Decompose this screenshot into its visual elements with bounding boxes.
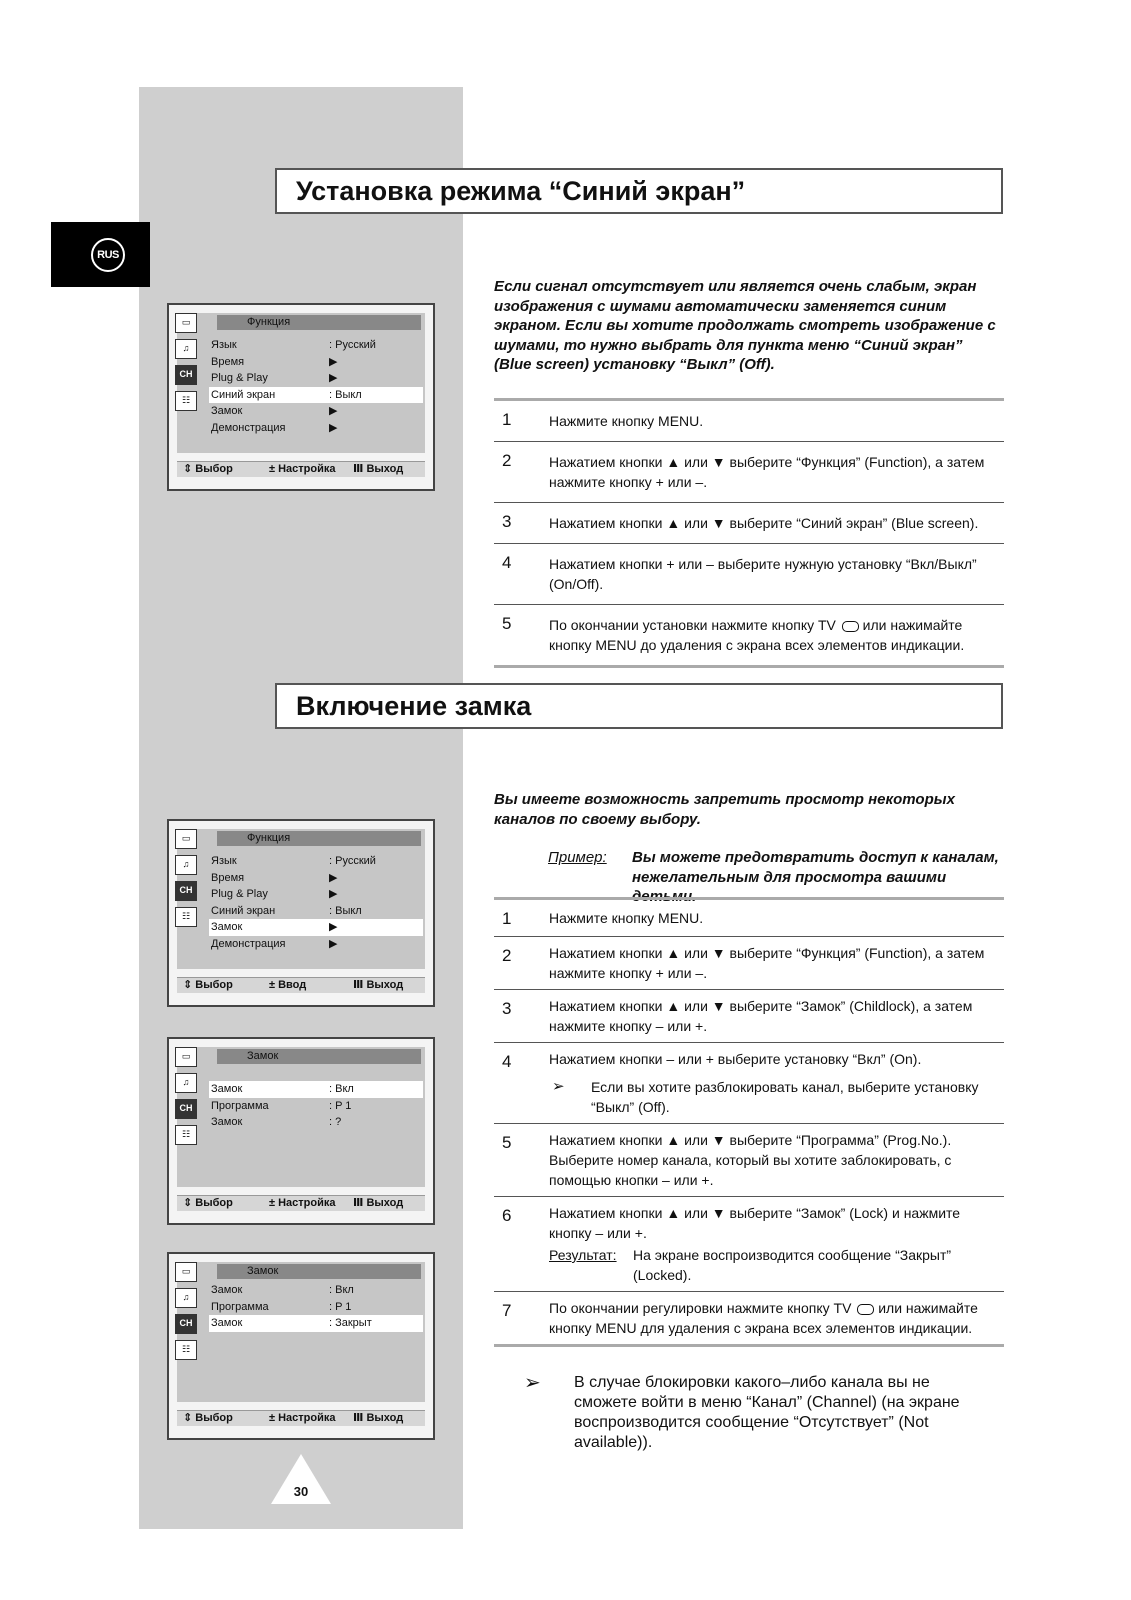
function-icon: ☷ xyxy=(175,391,197,411)
osd-row: Язык : Русский xyxy=(211,855,376,867)
step: 7 По окончании регулировки нажмите кнопку TV или нажимайте кнопку MENU для удаления с экрана всех элементов индикации. xyxy=(502,1300,978,1336)
note-arrow-icon: ➢ xyxy=(524,1372,541,1394)
section1-intro: Если сигнал отсутствует или является очень слабым, экран изображения с шумами автоматически заменяется синим экраном. Если вы хотите продолжать смотреть изображение с шумами, то нужно выбрать для пункта меню “Синий экран” (Blue screen) установку “Выкл” (Off). xyxy=(494,278,996,373)
tv-icon xyxy=(857,1304,874,1315)
note: ➢ Если вы хотите разблокировать канал, выберите установку “Выкл” (Off). xyxy=(552,1078,979,1115)
osd-row: Время ▶ xyxy=(211,871,338,884)
osd-row: Замок : Вкл xyxy=(211,1284,354,1296)
result: Результат: На экране воспроизводится сообщение “Закрыт” (Locked). xyxy=(549,1247,952,1283)
osd-row: Plug & Play ▶ xyxy=(211,888,338,900)
tv-icon: ▭ xyxy=(175,1047,197,1067)
osd-title: Замок xyxy=(217,1264,421,1279)
channel-icon: CH xyxy=(175,1099,197,1119)
rus-badge: RUS xyxy=(91,238,125,272)
music-icon: ♫ xyxy=(175,1073,197,1093)
step: 6 Нажатием кнопки ▲ или ▼ выберите “Замок” (Lock) и нажмите кнопку – или +. Результат: На экране воспроизводится сообщение “Закрыт” (Locked). xyxy=(494,1197,1004,1292)
function-icon: ☷ xyxy=(175,1125,197,1145)
tv-icon xyxy=(842,621,859,632)
music-icon: ♫ xyxy=(175,339,197,359)
final-note: ➢ В случае блокировки какого–либо канала вы не сможете войти в меню “Канал” (Channel) (на экране воспроизводится сообщение “Отсутствует” (Not available)). xyxy=(524,1372,960,1451)
osd-menu-function-1 xyxy=(167,303,435,491)
osd-bottom-bar: ⇕ Выбор ± Настройка Ⅲ Выход xyxy=(177,1195,425,1211)
osd-bottom-bar: ⇕ Выбор ± Настройка Ⅲ Выход xyxy=(177,1410,425,1426)
osd-title: Функция xyxy=(217,831,421,846)
tv-icon: ▭ xyxy=(175,829,197,849)
step: 4 Нажатием кнопки – или + выберите установку “Вкл” (On). ➢ Если вы хотите разблокировать канал, выберите установку “Выкл” (Off). xyxy=(494,1043,1004,1124)
tv-icon: ▭ xyxy=(175,313,197,333)
osd-row: Программа : P 1 xyxy=(211,1300,352,1313)
step: 1 Нажмите кнопку MENU. xyxy=(494,900,1004,937)
step: 5 По окончании установки нажмите кнопку TV или нажимайте кнопку MENU до удаления с экрана всех элементов индикации. xyxy=(502,614,965,653)
section-title-blue-screen: Установка режима “Синий экран” xyxy=(275,168,1003,214)
step: 2 Нажатием кнопки ▲ или ▼ выберите “Функция” (Function), а затем нажмите кнопку + или –. xyxy=(494,937,1004,990)
osd-row: Демонстрация ▶ xyxy=(211,421,338,434)
step: 4 Нажатием кнопки + или – выберите нужную установку “Вкл/Выкл” (On/Off). xyxy=(494,544,1004,605)
section2-intro: Вы имеете возможность запретить просмотр некоторых каналов по своему выбору. xyxy=(494,791,955,828)
step: 2 Нажатием кнопки ▲ или ▼ выберите “Функция” (Function), а затем нажмите кнопку + или –. xyxy=(494,442,1004,503)
note-arrow-icon: ➢ xyxy=(552,1078,565,1095)
osd-row: Plug & Play ▶ xyxy=(211,372,338,384)
osd-row: Язык : Русский xyxy=(211,339,376,351)
step: 3 Нажатием кнопки ▲ или ▼ выберите “Синий экран” (Blue screen). xyxy=(494,503,1004,544)
osd-row-selected: Замок : Вкл xyxy=(209,1081,423,1098)
osd-row-selected: Замок ▶ xyxy=(209,919,423,936)
osd-row: Программа : P 1 xyxy=(211,1099,352,1112)
music-icon: ♫ xyxy=(175,1288,197,1308)
osd-bottom-bar: ⇕ Выбор ± Ввод Ⅲ Выход xyxy=(177,977,425,993)
section2-steps xyxy=(494,897,1004,1347)
step: 3 Нажатием кнопки ▲ или ▼ выберите “Замок” (Childlock), а затем нажмите кнопку – или +. xyxy=(494,990,1004,1043)
section1-steps xyxy=(494,398,1004,668)
page-number: 30 xyxy=(293,1484,309,1499)
section-title-childlock: Включение замка xyxy=(275,683,1003,729)
osd-row: Время ▶ xyxy=(211,355,338,368)
osd-row: Замок : ? xyxy=(211,1116,342,1128)
osd-row: Демонстрация ▶ xyxy=(211,937,338,950)
osd-row: Замок ▶ xyxy=(211,405,338,417)
osd-menu-lock-2 xyxy=(167,1252,435,1440)
step: 1 Нажмите кнопку MENU. xyxy=(494,401,1004,442)
channel-icon: CH xyxy=(175,365,197,385)
channel-icon: CH xyxy=(175,1314,197,1334)
osd-title: Функция xyxy=(217,315,421,330)
osd-row-selected: Замок : Закрыт xyxy=(209,1315,423,1332)
osd-title: Замок xyxy=(217,1049,421,1064)
osd-row: Синий экран : Выкл xyxy=(211,904,362,917)
osd-menu-lock-1 xyxy=(167,1037,435,1225)
tv-icon: ▭ xyxy=(175,1262,197,1282)
music-icon: ♫ xyxy=(175,855,197,875)
osd-menu-function-2 xyxy=(167,819,435,1007)
osd-bottom-bar: ⇕ Выбор ± Настройка Ⅲ Выход xyxy=(177,461,425,477)
osd-row-selected: Синий экран : Выкл xyxy=(209,387,423,404)
example-block: Пример: Вы можете предотвратить доступ к каналам, нежелательным для просмотра вашими детьми. xyxy=(548,849,999,905)
function-icon: ☷ xyxy=(175,907,197,927)
channel-icon: CH xyxy=(175,881,197,901)
function-icon: ☷ xyxy=(175,1340,197,1360)
step: 5 Нажатием кнопки ▲ или ▼ выберите “Программа” (Prog.No.). Выберите номер канала, который вы хотите заблокировать, с помощью кнопки – или +. xyxy=(494,1124,1004,1197)
